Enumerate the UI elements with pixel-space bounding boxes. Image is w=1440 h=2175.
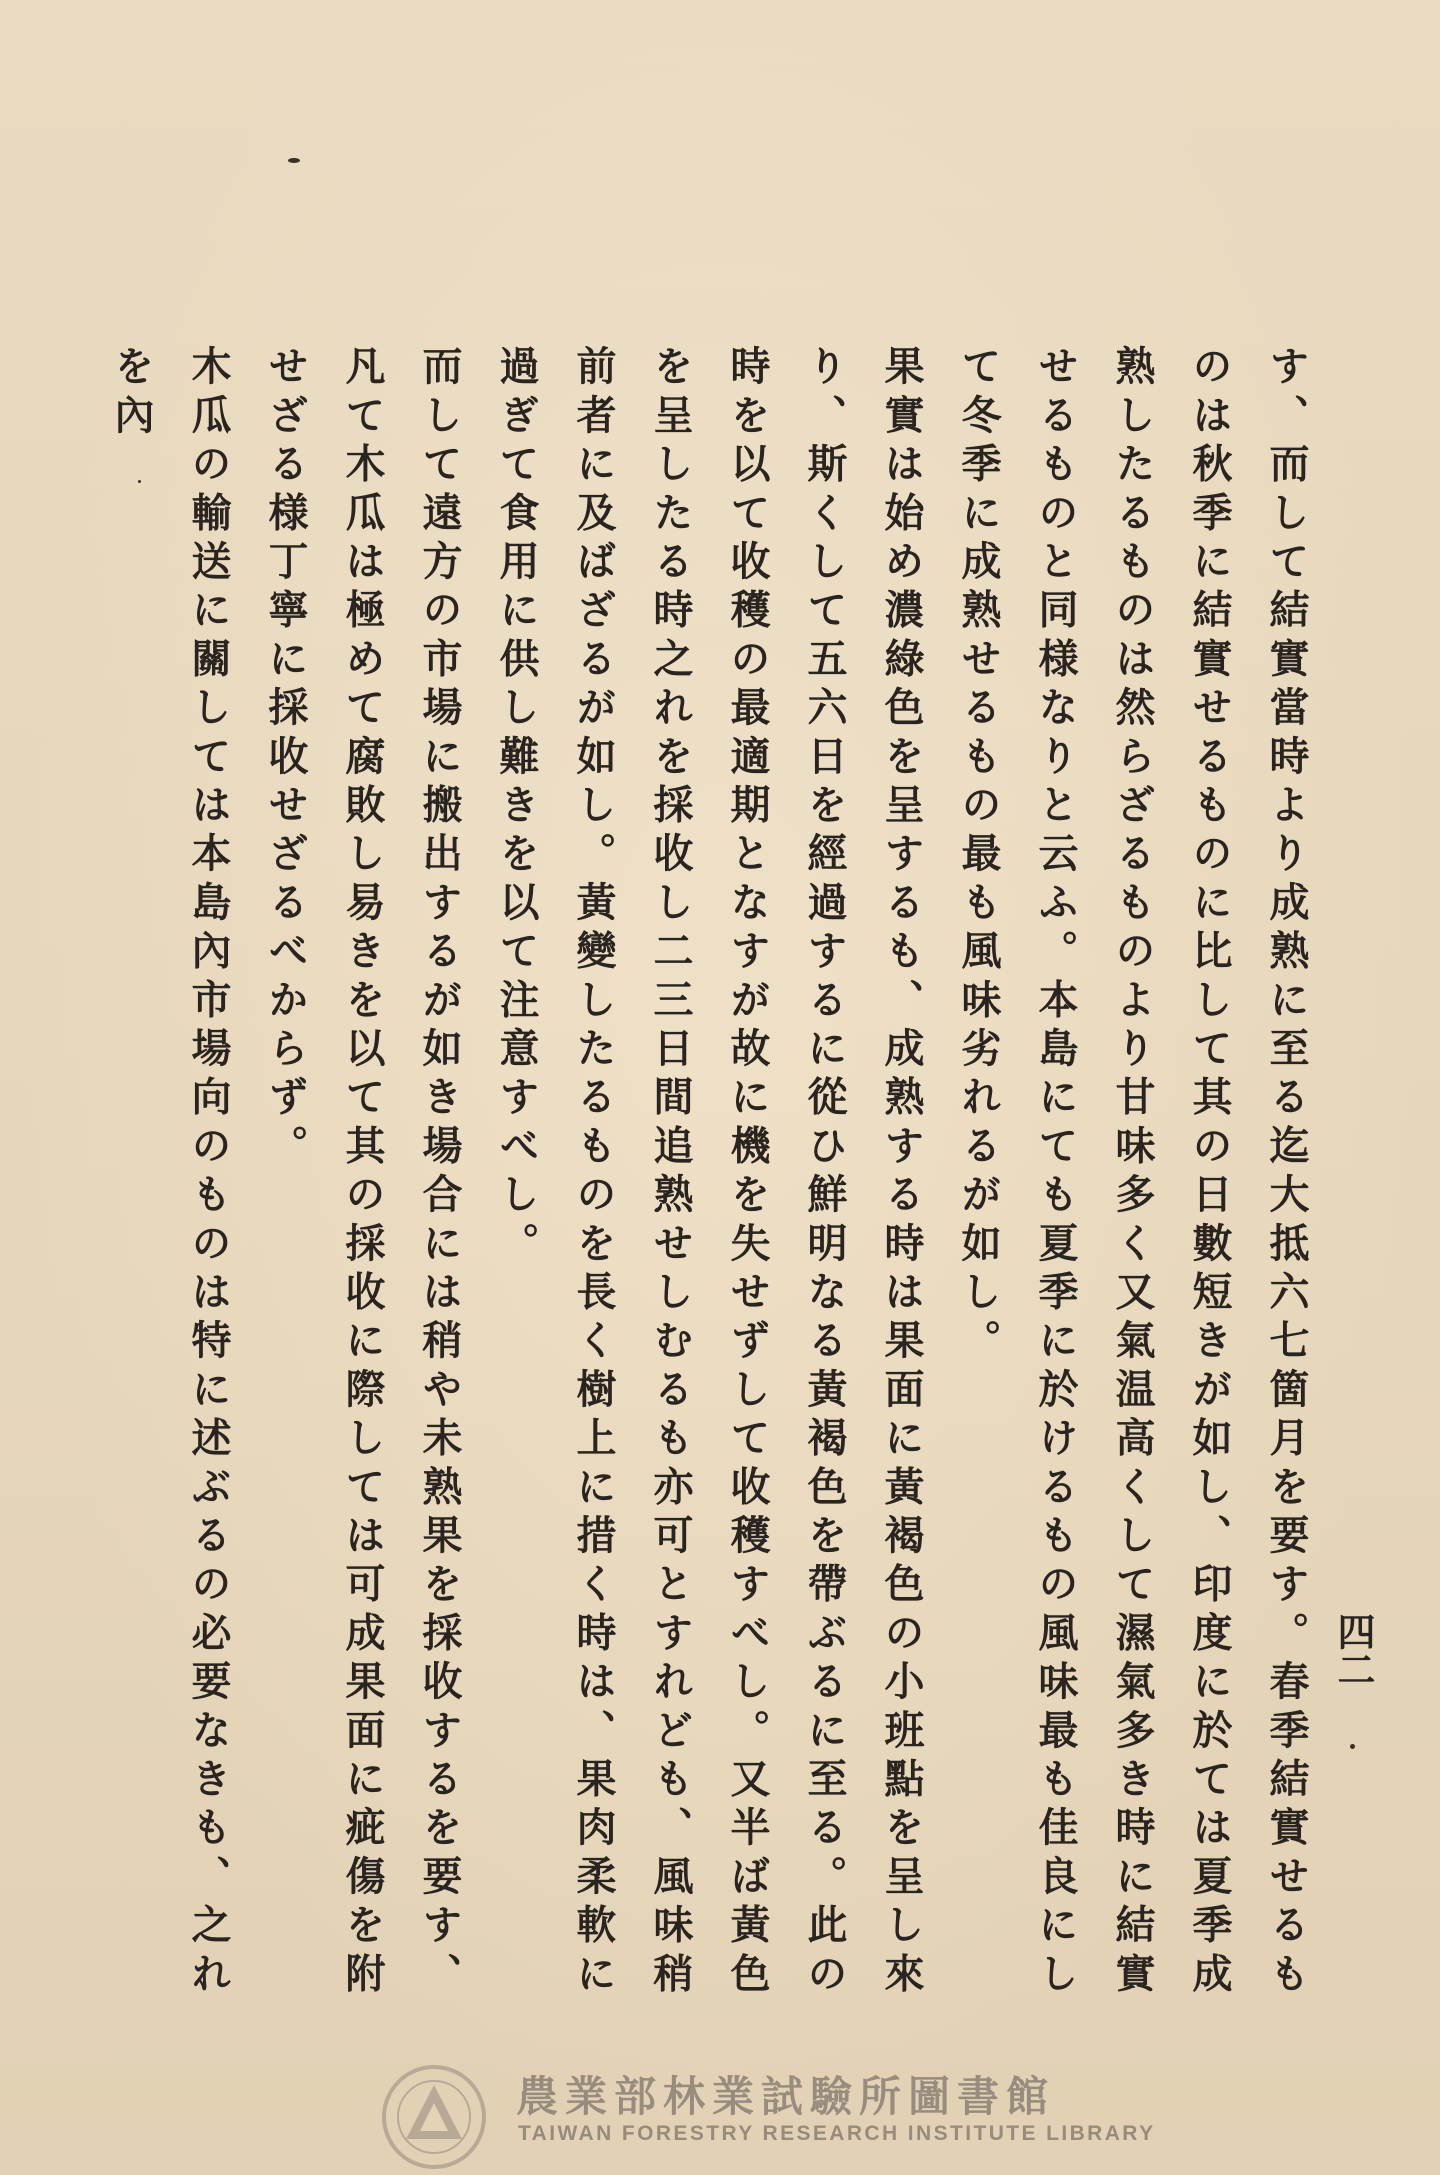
- paragraph: す、而して結實當時より成熟に至る迄大抵六七箇月を要す。春季結實せるものは秋季に結實せるものに比して其の日數短きが如し、印度に於ては夏季成熟したるものは然らざるものより甘味多く又氣温高くして濕氣多き時に結實せるものと同様なりと云ふ。本島にても夏季に於けるもの風味最も佳良にして冬季に成熟せるもの最も風味劣れるが如し。: [955, 345, 1310, 2001]
- paragraph: 木瓜の輸送に關しては本島內市場向のものは特に述ぶるの必要なきも、之れを內: [108, 345, 232, 2001]
- library-watermark-cn: 農業部林業試驗所圖書館: [516, 2072, 1056, 2121]
- ink-speck: [288, 158, 300, 163]
- library-seal-icon: [380, 2063, 488, 2171]
- library-watermark-en: TAIWAN FORESTRY RESEARCH INSTITUTE LIBRARY: [518, 2122, 1156, 2145]
- paragraph: 而して遠方の市場に搬出するが如き場合には稍や未熟果を採收するを要す、凡て木瓜は極めて腐敗し易きを以て其の採收に際しては可成果面に疵傷を附せざる様丁寧に採收せざるべからず。: [262, 345, 463, 2001]
- paragraph: 果實は始め濃綠色を呈するも、成熟する時は果面に黃褐色の小班點を呈し來り、斯くして五六日を經過するに從ひ鮮明なる黃褐色を帶ぶるに至る。此の時を以て收穫の最適期となすが故に機を失せずして收穫すべし。又半ば黃色を呈したる時之れを採收し二三日間追熟せしむるも亦可とすれども、風味稍前者に及ばざるが如し。黃變したるものを長く樹上に措く時は、果肉柔軟に過ぎて食用に供し難きを以て注意すべし。: [493, 345, 925, 2001]
- ink-speck: [1350, 1744, 1355, 1749]
- vertical-body-text: [108, 345, 1325, 2045]
- page-number: 四二: [1331, 1612, 1376, 1688]
